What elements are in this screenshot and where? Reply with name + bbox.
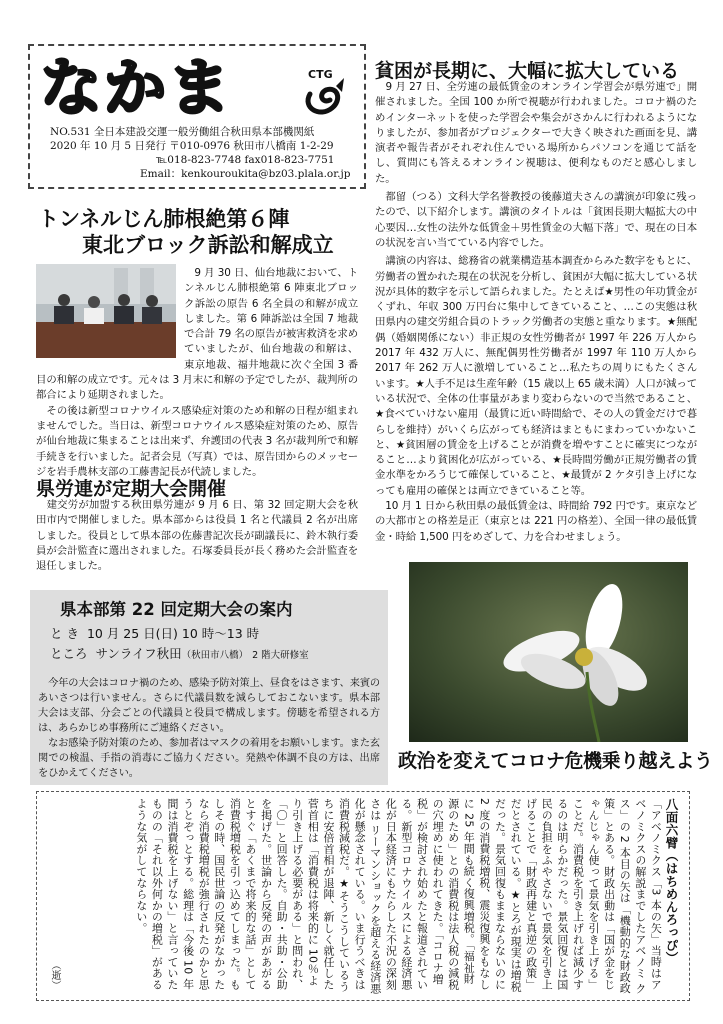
tunnel-headline-1: トンネルじん肺根絶第６陣 [38, 207, 290, 231]
when-value: 10 月 25 日(日) 10 時～13 時 [86, 626, 260, 641]
emblem-text: CTG [308, 68, 333, 81]
meeting-paragraph-2: なお感染予防対策のため、参加者はマスクの着用をお願いします。また玄関での検温、手指の消毒にご協力ください。発熱や体調不良の方は、出席をひかえてください。 [38, 738, 380, 779]
poverty-paragraph-3: 講演の内容は、総務省の就業構造基本調査からみた数字をもとに、労働者の置かれた現在の状況を分析し、貧困が大幅に拡大している状況が具体的数字を示して語られました。たとえば★男性の年功賃金がくずれ、年収 300 万円台に集中してきていること、…この実態は秋田県内の建交労組合員のトラック労働者の実態と重なります。★無配偶（婚姻関係にない）非正規の女性労働者が 1997 年 226 万人から 2017 年 432 万人に、無配偶男性労働者が 1997 年 110 万人から 2017 年 262 万人に激増していること…私たちの周りにもたくさんいます。★人手不足は生産年齢（15 歳以上 65 歳未満）人口が減っている状況で、全体の仕事量があまり変わらないので当然であること、★食べていけない雇用（最賃に近い時間給で、その人の賃金だけで暮らしを維持）がいくら広がっても経済はまともにまわっていかないこと、★貧困層の賃金を上げることが消費を増やすことに確実につながること…より貧困化が広がっている、★長時間労働が正規労働者の賃金水準をかろうじて確保していること、★最賃が 2 ケタ引き上げになっても雇用の確保とは両立できていること等。 [375, 255, 697, 497]
column-body: 「アベノミクス「3 本の矢」当時はア ベノミクスの解説までしたアベノミ クス」の 2 本目の矢は「機動的な財政政策」とある。財政出動は「国が金をじゃんじゃん使って景気を引き上げる」ことだ。消費税を引き上げれば減少するのは明らかだった。景気回復とは国民の負担をふやさないで景気を引き上げることで「財政再建と真逆の政策」だとされている。★とろが現実は増税だった。景気回復もままならないのに 2 度の消費税増税、震災復興をもなしに 25 年間も続く復興増税。「福祉財源のため」との消費税は法人税の減税の穴埋めに使われてきた。「コロナ増税」が検討され始めたと報道されている。新型コロナウイルスによる経済悪化が日本経済にもたらした不況の深刻さは リーマンショックを超える経済悪化が懸念されている。いま行うべきは消費税減税だ。★そうこうしているうちに安倍首相が退陣、新しく就任した菅首相は「消費税は将来的に 10％より引き上げる必要がある」と問われ、「〇」と回答した。自助・共助・公助を掲げた。世論から反発の声があがるとすぐ「あくまで将来的な話」として消費税増税を引っ込めてしまった。もしその時、国民世論の反発がなかったなら消費税増税が強行されたのかと思うとぞっとする。総理は「今後 10 年間は消費税を上げない」と言っていたものの「それ以外何かの増税」があるような気がしてならない。 [134, 798, 663, 994]
where-label: ところ [50, 646, 88, 661]
column-signature: （逝） [49, 960, 60, 990]
meeting-body [38, 676, 380, 781]
meeting-paragraph-1: 今年の大会はコロナ禍のため、感染予防対策上、昼食をはさます、来賓のあいさつは行いません。さらに代議員数を減らしておこないます。県本部大会は支部、分会ごとの代議員と役員で構成します。傍聴を希望される方は、あらかじめ事務所にご連絡ください。 [38, 678, 380, 734]
meeting-title: 県本部第 22 回定期大会の案内 [60, 600, 293, 619]
tunnel-paragraph-2: その後は新型コロナウイルス感染症対策のため和解の日程が組まれませんでした。当日は、新型コロナウイルス感染症対策のため、原告が仙台地裁に集まることは出来ず、弁護団の代表 3 名が裁判所で和解手続きを行いました。記者会見（写真）では、原告団からのメッセージを岩手農林支部の工藤書記長が代読しました。 [36, 404, 358, 478]
poverty-headline: 貧困が長期に、大幅に拡大している [375, 60, 680, 82]
tel-fax-line: ℡018-823-7748 fax018-823-7751 [156, 154, 335, 166]
union-emblem-icon [292, 56, 358, 122]
newsletter-logo: なかま [40, 51, 233, 124]
cosmos-flower-photo [409, 562, 688, 742]
meeting-notice-box [30, 590, 388, 785]
poverty-article [375, 80, 697, 545]
column-title: 八面六臂（はちめんろっぴ） [664, 798, 679, 965]
issue-line: NO.531 全日本建設交運一般労働組合秋田県本部機関紙 [50, 126, 315, 138]
where-note: （秋田市八橋） [181, 650, 249, 661]
column-text-block [47, 798, 679, 994]
convention-headline: 県労連が定期大会開催 [36, 478, 227, 500]
meeting-when-row [50, 624, 259, 642]
tunnel-paragraph-1: 9 月 30 日、仙台地裁において、トンネルじん肺根絶第 6 陣東北ブロック訴訟の原告 6 名全員の和解が成立しました。第 6 陣訴訟は全国 7 地裁で合計 79 名の原告が被害救済を求めていましたが、仙台地裁の和解は、東京地裁、福井地裁に次ぐ全国 3 番目の和解の成立です。元々は 3 月末に和解の予定でしたが、裁判所の都合により延期されました。 [36, 267, 358, 402]
slogan: 政治を変えてコロナ危機乗り越えよう [398, 750, 713, 772]
email-line: Email：kenkouroukita@bz03.plala.or.jp [140, 168, 351, 180]
masthead [28, 44, 366, 189]
tunnel-article [36, 266, 358, 480]
meeting-where-row [50, 644, 309, 662]
tunnel-headline-2: 東北ブロック訴訟和解成立 [82, 233, 334, 257]
when-label: と き [50, 626, 79, 641]
photo-spacer [36, 266, 184, 358]
convention-paragraph: 建交労が加盟する秋田県労連が 9 月 6 日、第 32 回定期大会を秋田市内で開催しました。県本部からは役員 1 名と代議員 2 名が出席しました。役員として県本部の佐藤書記次長が副議長に、鈴木執行委員が会計監査に選出されました。石塚委員長が長く務めた会計監査を退任しました。 [36, 499, 358, 573]
where-value: サンライフ秋田 [95, 646, 182, 661]
date-address-line: 2020 年 10 月 5 日発行 〒010-0976 秋田市八橋南 1-2-29 [50, 140, 334, 152]
where-room: 2 階大研修室 [252, 650, 309, 661]
convention-article [36, 498, 358, 574]
poverty-paragraph-2: 都留（つる）文科大学名誉教授の後藤道夫さんの講演が印象に残ったので、以下紹介します。講演のタイトルは「貧困長期大幅拡大の中心要因…女性の法外な低賃金＋男性賃金の大幅下落」で、現在の日本の状況を言い当てている内容でした。 [375, 191, 697, 249]
poverty-paragraph-1: 9 月 27 日、全労連の最低賃金のオンライン学習会が県労連で」開催されました。全国 100 か所で視聴が行われました。コロナ禍のためインターネットを使った学習会や集会がさかんに行われるようになりましたが、参加者がプロジェクターで大きく映された画面を見、講演者や報告者がそれぞれ住んでいる場所からパソコンを通じて話をし、質問にも答えるオンライン視聴は、便利なものだと感心しました。 [375, 81, 697, 185]
poverty-paragraph-4: 10 月 1 日から秋田県の最低賃金は、時間給 792 円です。東京などの大都市との格差是正（東京とは 221 円の格差）、全国一律の最低賃金・時給 1,500 円をめざして、力を合わせましょう。 [375, 500, 697, 543]
column-box [36, 791, 690, 1001]
